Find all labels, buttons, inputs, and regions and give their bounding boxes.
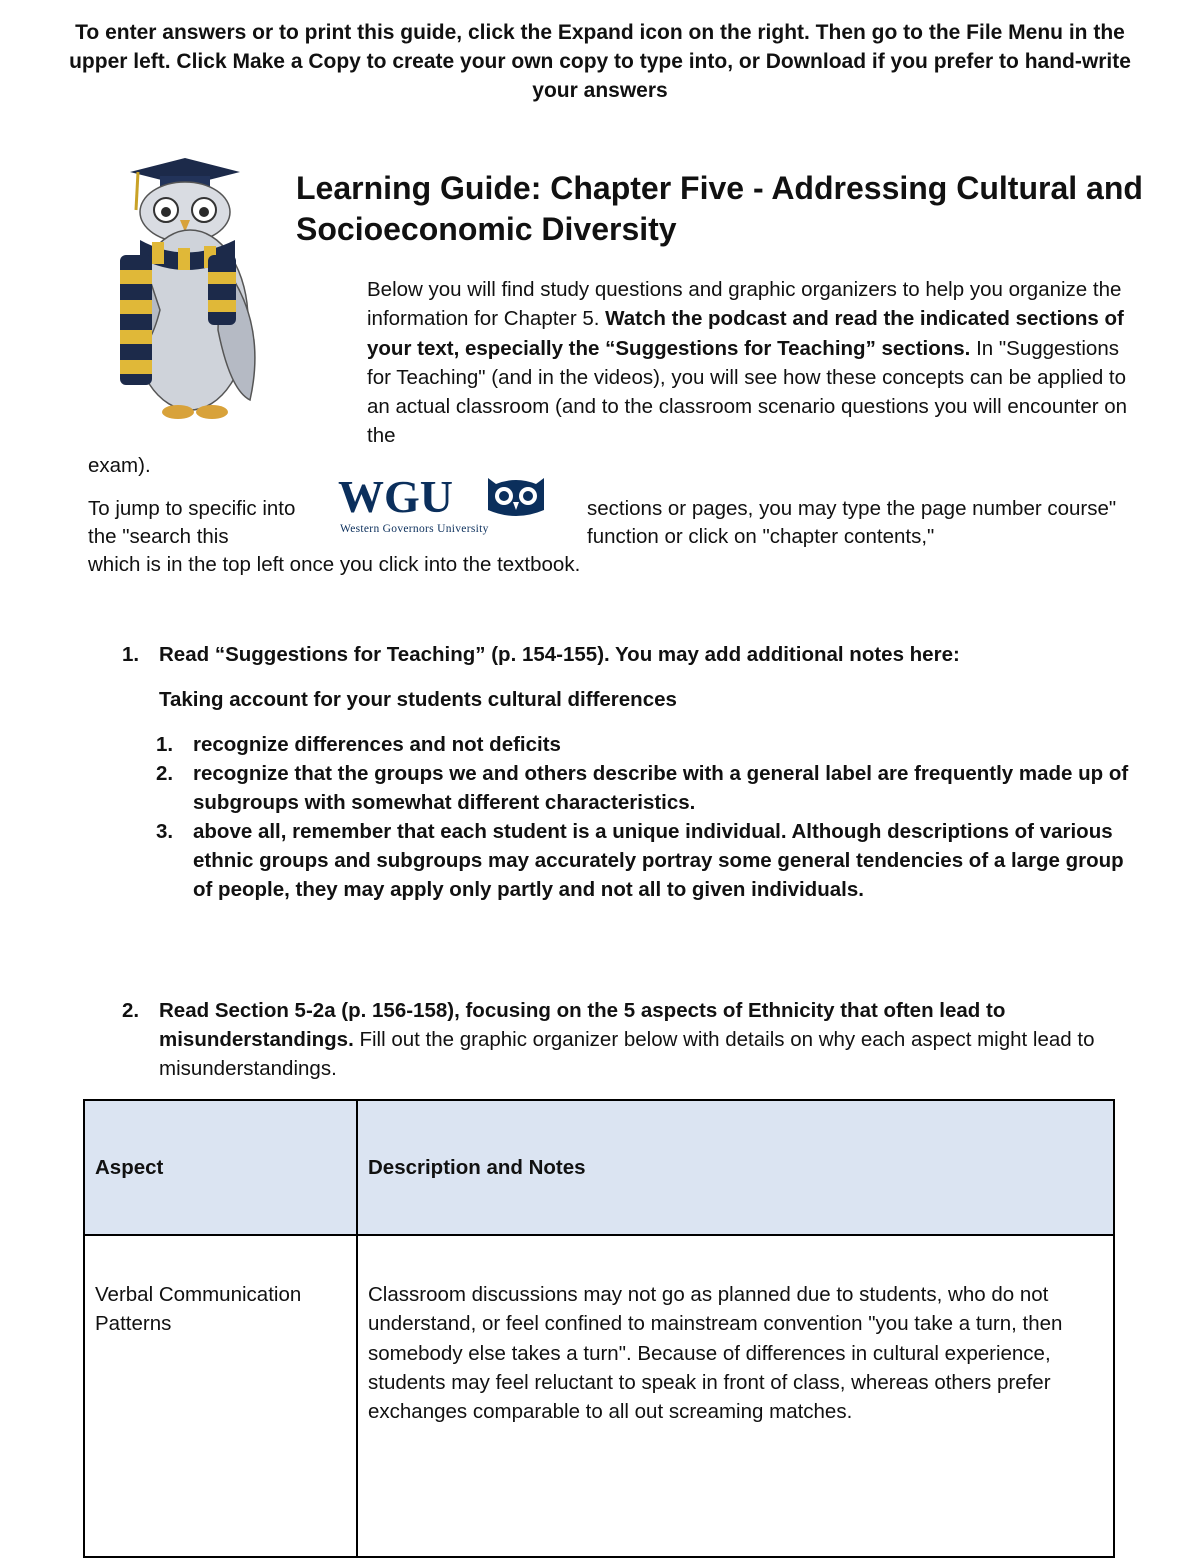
wgu-logo-subtitle: Western Governors University [340,523,489,535]
answer-list [156,730,1132,904]
list-item-number: 1. [156,733,174,756]
list-item [122,759,1132,817]
list-item [122,817,1132,904]
list-item-text: above all, remember that each student is a unique individual. Although descriptions of various ethnic groups and subgroups may accurately portray some general tendencies of a large group of people, they may apply only partly and not all to given individuals. [193,820,1124,901]
question-text [159,996,1132,1083]
intro-bold-text: Watch the podcast and read the indicated sections of your text, especially the “Suggestions for Teaching” sections. [367,307,1124,360]
column-header-aspect: Aspect [84,1100,357,1235]
intro-text: Below you will find study questions and graphic organizers to help you organize the information for Chapter 5. [367,278,1122,331]
table-row [84,1235,1114,1557]
intro-text-end: exam). [88,453,151,477]
aspect-cell: Verbal Communication Patterns [84,1235,357,1557]
question-subheading: Taking account for your students cultural differences [159,688,677,711]
jump-text-right: sections or pages, you may type the page number course" function or click on "chapter contents," [587,497,1117,548]
graphic-organizer-table [83,1099,1115,1558]
question-number: 1. [122,643,140,666]
list-item-number: 2. [156,762,174,785]
description-cell: Classroom discussions may not go as planned due to students, who do not understand, or feel confined to mainstream convention "you take a turn, then somebody else takes a turn". Because of differences in cultural experience, students may feel reluctant to speak in front of class, whereas others prefer exchanges comparable to all out screaming matches. [357,1235,1114,1557]
owl-logo-icon [488,478,544,516]
wgu-logo [338,470,560,540]
question-normal-text: Fill out the graphic organizer below with details on why each aspect might lead to misunderstandings. [159,1028,1095,1080]
instructions-banner: To enter answers or to print this guide, click the Expand icon on the right. Then go to the File Menu in the upper left. Click Make a Copy to create your own copy to type into, or Download if you prefer to hand-write your answers [69,21,1131,102]
list-item-number: 3. [156,820,174,843]
list-item-text: recognize that the groups we and others describe with a general label are frequently made up of subgroups with somewhat different characteristics. [193,762,1129,814]
page-title: Learning Guide: Chapter Five - Addressing Cultural and Socioeconomic Diversity [296,170,1143,247]
wgu-logo-text: WGU [338,471,453,522]
question-2 [122,996,1132,1083]
question-number: 2. [122,999,140,1022]
question-bold-text: Read Section 5-2a (p. 156-158), focusing on the 5 aspects of Ethnicity that often lead to misunderstandings. [159,999,1006,1051]
column-header-description: Description and Notes [357,1100,1114,1235]
list-item-text: recognize differences and not deficits [193,733,561,756]
jump-text-last: which is in the top left once you click into the textbook. [88,553,581,576]
intro-paragraph [88,275,1128,480]
question-text: Read “Suggestions for Teaching” (p. 154-155). You may add additional notes here: [159,643,960,666]
table-header-row [84,1100,1114,1235]
jump-text-left: To jump to specific into the "search this [88,497,296,548]
list-item [122,730,1132,759]
intro-text-continued: In "Suggestions for Teaching" (and in the videos), you will see how these concepts can be applied to an actual classroom (and to the classroom scenario questions you will encounter on the [367,336,1128,448]
question-1 [122,640,1132,904]
